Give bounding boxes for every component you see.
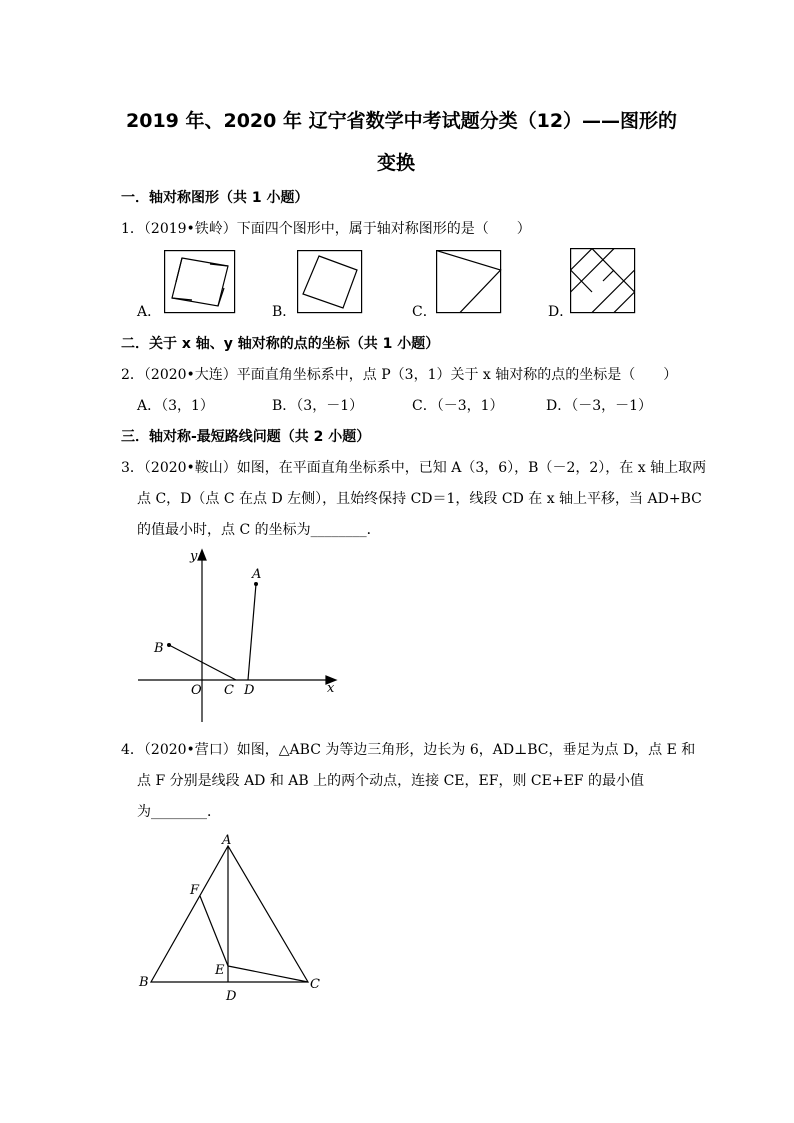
q4-label-c: C <box>310 977 320 992</box>
q3-label-x: x <box>327 681 335 696</box>
q4-triangle-figure <box>138 830 338 1010</box>
page-title-line1: 2019 年、2020 年 辽宁省数学中考试题分类（12）——图形的 <box>126 110 678 132</box>
q4-label-d: D <box>226 989 237 1004</box>
q3-label-a: A <box>252 567 262 582</box>
q3-label-c: C <box>224 683 234 698</box>
q4-label-f: F <box>190 883 200 898</box>
section-heading-1: 一．轴对称图形（共 1 小题） <box>121 190 309 206</box>
q3-coordinate-figure <box>138 548 348 724</box>
section-heading-3: 三．轴对称-最短路线问题（共 2 小题） <box>121 429 371 445</box>
q1-option-a-label: A． <box>137 304 162 320</box>
q1-figure-b <box>297 250 363 314</box>
question-3-line3: 的值最小时，点 C 的坐标为________． <box>137 522 381 538</box>
question-4-line1: 4．（2020•营口）如图，△ABC 为等边三角形，边长为 6，AD⊥BC，垂足为点 D，点 E 和 <box>121 742 696 758</box>
q4-label-b: B <box>139 975 149 990</box>
question-2-text: 2．（2020•大连）平面直角坐标系中，点 P（3，1）关于 x 轴对称的点的坐标是（ ） <box>121 367 678 383</box>
question-1-text: 1．（2019•铁岭）下面四个图形中，属于轴对称图形的是（ ） <box>121 221 531 237</box>
q3-label-b: B <box>154 641 164 656</box>
q1-option-d-label: D． <box>548 304 574 320</box>
q2-option-a: A．（3，1） <box>137 398 214 414</box>
q2-option-d: D．（－3，－1） <box>546 398 653 414</box>
question-3-line1: 3．（2020•鞍山）如图，在平面直角坐标系中，已知 A（3，6），B（－2，2），在 x 轴上取两 <box>121 460 707 476</box>
q1-figure-d <box>570 248 636 314</box>
question-4-line2: 点 F 分别是线段 AD 和 AB 上的两个动点，连接 CE，EF，则 CE+EF 的最小值 <box>137 773 644 789</box>
q2-option-c: C．（－3，1） <box>412 398 504 414</box>
q1-option-b-label: B． <box>272 304 297 320</box>
q1-figure-a <box>164 250 236 314</box>
question-3-line2: 点 C，D（点 C 在点 D 左侧），且始终保持 CD＝1，线段 CD 在 x 轴上平移，当 AD+BC <box>137 491 702 507</box>
q2-option-b: B．（3，－1） <box>272 398 364 414</box>
q4-label-e: E <box>215 963 225 978</box>
q3-label-y: y <box>190 549 198 564</box>
q4-label-a: A <box>222 833 232 848</box>
q1-option-c-label: C． <box>412 304 437 320</box>
q3-label-o: O <box>191 683 202 698</box>
q3-label-d: D <box>244 683 255 698</box>
q1-figure-c <box>436 250 502 314</box>
section-heading-2: 二．关于 x 轴、y 轴对称的点的坐标（共 1 小题） <box>121 336 440 352</box>
page-title-line2: 变换 <box>377 152 416 174</box>
question-4-line3: 为________． <box>137 804 221 820</box>
